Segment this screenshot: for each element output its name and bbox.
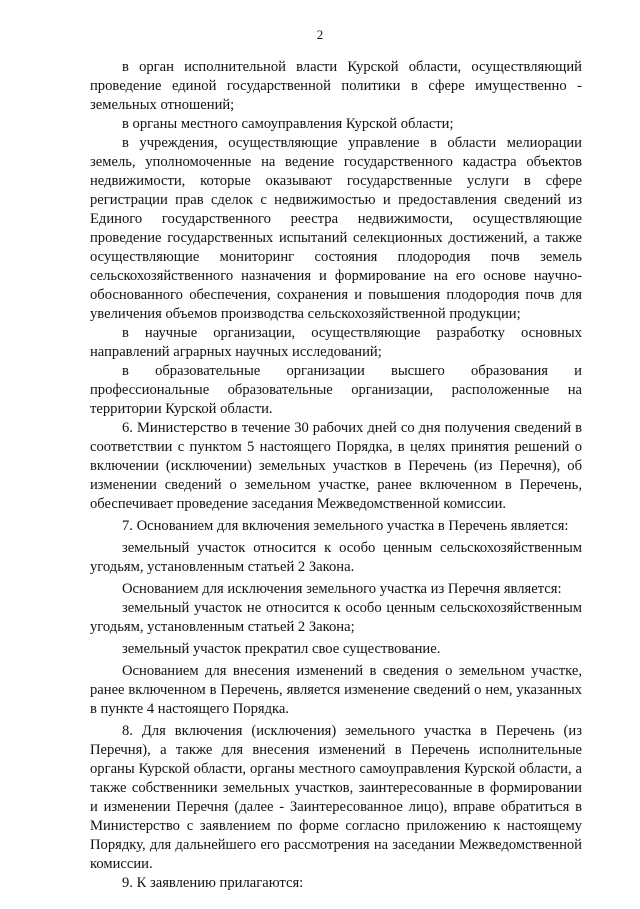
paragraph-item-7: 7. Основанием для включения земельного участка в Перечень является: [122,518,569,534]
paragraph-change-basis: Основанием для внесения изменений в сведения о земельном участке, ранее включенном в Перечень, является изменение сведений о нем, указанных в пункте 4 настоящего Порядка. [90,663,582,717]
paragraph-exclusion-basis-1: земельный участок не относится к особо ценным сельскохозяйственным угодьям, установленным статьей 2 Закона; [90,600,582,635]
paragraph-institutions: в учреждения, осуществляющие управление в области мелиорации земель, уполномоченные на ведение государственного кадастра объектов недвижимости, которые оказывают государственные услуги в сфере регистрации прав сделок с недвижимостью и предоставления сведений из Единого государственного реестра недвижимости, осуществляющие проведение государственных испытаний селекционных достижений, а также осуществляющие мониторинг состояния плодородия почв земель сельскохозяйственного назначения и формирование на его основе научно-обоснованного обеспечения, сохранения и повышения плодородия почв для увеличения объемов производства сельскохозяйственной продукции; [90,135,582,322]
paragraph-item-9: 9. К заявлению прилагаются: [122,875,304,891]
paragraph-inclusion-basis: земельный участок относится к особо ценным сельскохозяйственным угодьям, установленным статьей 2 Закона. [90,540,582,575]
paragraph-exclusion-heading: Основанием для исключения земельного участка из Перечня является: [122,581,562,597]
page-number: 2 [316,27,324,42]
paragraph-local-government: в органы местного самоуправления Курской области; [122,116,454,132]
paragraph-item-6: 6. Министерство в течение 30 рабочих дней со дня получения сведений в соответствии с пунктом 5 настоящего Порядка, в целях принятия решений о включении (исключении) земельных участков в Перечень (из Перечня), об изменении сведений о земельном участке, ранее включенном в Перечень, обеспечивает проведение заседания Межведомственной комиссии. [90,420,582,512]
paragraph-exclusion-basis-2: земельный участок прекратил свое существование. [122,641,441,657]
paragraph-item-8: 8. Для включения (исключения) земельного участка в Перечень (из Перечня), а также для внесения изменений в Перечень исполнительные органы Курской области, органы местного самоуправления Курской области, а также собственники земельных участков, заинтересованные в формировании и изменении Перечня (далее - Заинтересованное лицо), вправе обратиться в Министерство с заявлением по форме согласно приложению к настоящему Порядку, для дальнейшего его рассмотрения на заседании Межведомственной комиссии. [90,723,582,872]
paragraph-executive-authority: в орган исполнительной власти Курской области, осуществляющий проведение единой государственной политики в сфере имущественно - земельных отношений; [90,59,582,113]
document-body [90,58,582,893]
paragraph-educational-orgs: в образовательные организации высшего образования и профессиональные образовательные организации, расположенные на территории Курской области. [90,363,582,417]
paragraph-scientific-orgs: в научные организации, осуществляющие разработку основных направлений аграрных научных исследований; [90,325,582,360]
